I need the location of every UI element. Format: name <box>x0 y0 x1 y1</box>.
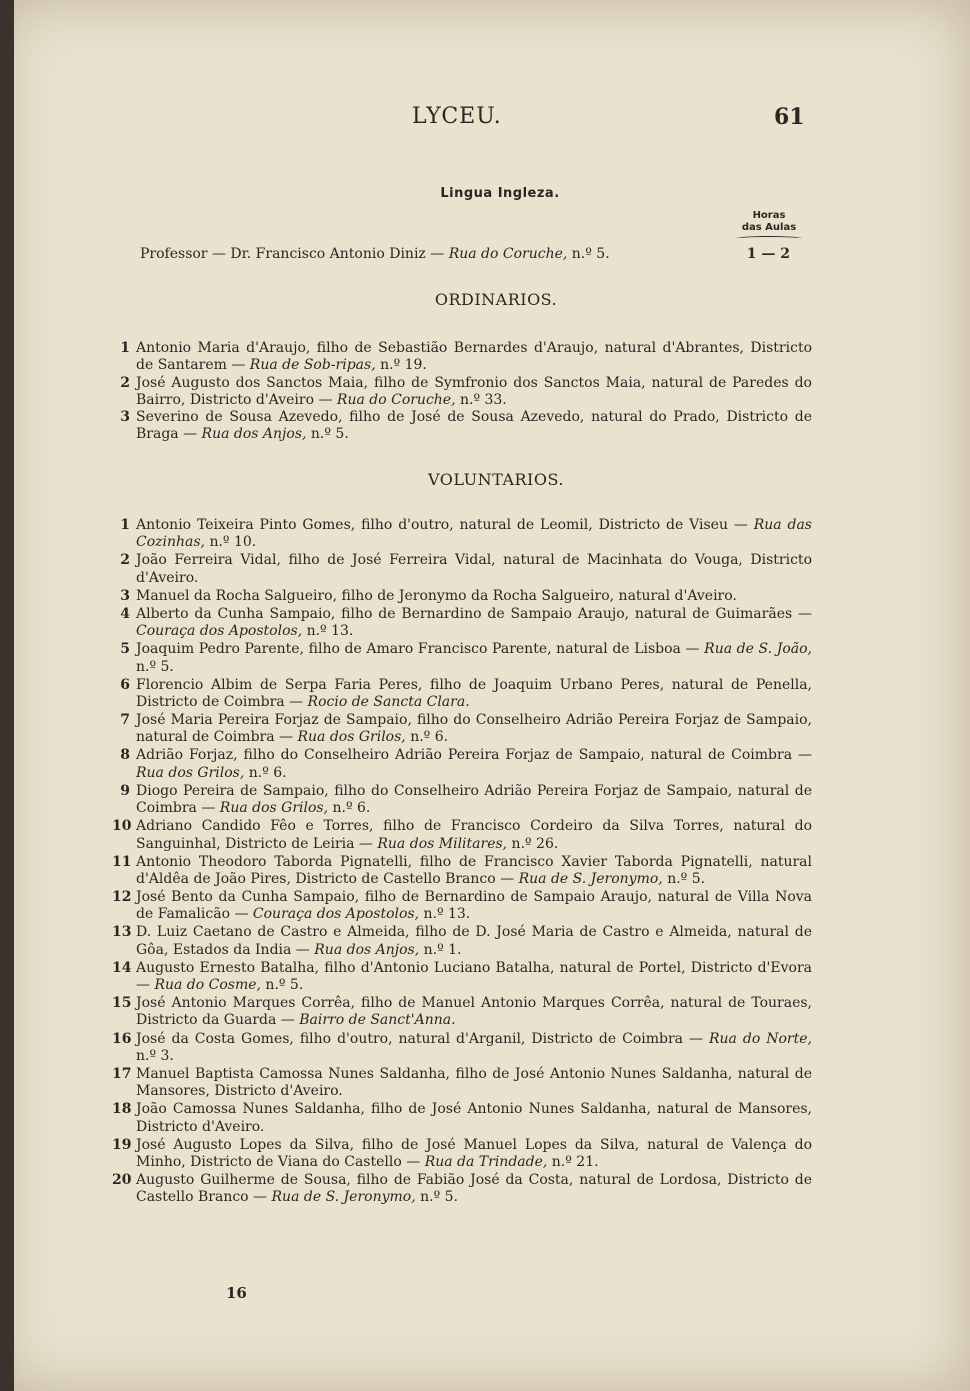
list-item <box>112 641 812 676</box>
entry-number: 3 <box>120 409 130 426</box>
list-item <box>112 783 812 818</box>
entry-number: 5 <box>120 641 130 658</box>
entry-description: D. Luiz Caetano de Castro e Almeida, filho de D. José Maria de Castro e Almeida, natural de Gôa, Estados da India — <box>136 924 812 958</box>
entry-street: Rua da Trindade, <box>424 1154 548 1171</box>
entry-house-number: n.º 13. <box>419 906 471 923</box>
entry-house-number: n.º 21. <box>547 1154 599 1171</box>
ordinarios-list <box>112 340 812 444</box>
list-item <box>112 854 812 889</box>
entry-text <box>136 588 812 605</box>
entry-house-number: n.º 5. <box>415 1189 458 1206</box>
entry-number: 10 <box>112 818 132 835</box>
entry-number: 17 <box>112 1065 132 1082</box>
entry-house-number: n.º 5. <box>260 977 304 994</box>
entry-text <box>136 517 812 552</box>
list-item <box>112 375 812 410</box>
entry-text <box>136 783 812 818</box>
entry-number: 16 <box>112 1030 132 1047</box>
signature-mark: 16 <box>226 1284 247 1302</box>
entry-description: José da Costa Gomes, filho d'outro, natural d'Arganil, Districto de Coimbra — <box>136 1030 709 1047</box>
entry-street: Rua dos Grilos, <box>136 764 245 781</box>
entry-description: Manuel Baptista Camossa Nunes Saldanha, filho de José Antonio Nunes Saldanha, natural de Mansores, Districto d'Aveiro. <box>136 1065 812 1100</box>
entry-house-number: n.º 3. <box>136 1047 174 1064</box>
entry-street: Rua dos Grilos, <box>297 729 406 746</box>
entry-street: Couraça dos Apostolos, <box>252 906 420 923</box>
entry-description: Antonio Theodoro Taborda Pignatelli, filho de Francisco Xavier Taborda Pignatelli, natural d'Aldêa de João Pires, Districto de Castello Branco — <box>136 853 812 887</box>
entry-house-number: n.º 1. <box>419 941 462 958</box>
entry-description: Adriano Candido Fêo e Torres, filho de Francisco Cordeiro da Silva Torres, natural do Sanguinhal, Districto de Leiria — <box>136 818 812 852</box>
page-title: LYCEU. <box>412 104 502 129</box>
entry-street: Rua dos Grilos, <box>219 800 329 817</box>
entry-description: Augusto Ernesto Batalha, filho d'Antonio Luciano Batalha, natural de Portel, Districto d'Evora — <box>136 959 812 994</box>
entry-description: Antonio Teixeira Pinto Gomes, filho d'outro, natural de Leomil, Districto de Viseu — <box>136 517 754 533</box>
professor-line <box>140 246 800 262</box>
entry-street: Couraça dos Apostolos, <box>136 623 303 640</box>
entry-number: 7 <box>120 712 130 729</box>
entry-description: Joaquim Pedro Parente, filho de Amaro Francisco Parente, natural de Lisboa — <box>136 641 705 658</box>
entry-text <box>136 1031 812 1066</box>
entry-text <box>136 340 812 375</box>
entry-description: Florencio Albim de Serpa Faria Peres, filho de Joaquim Urbano Peres, natural de Penella, Districto de Coimbra — <box>136 676 812 710</box>
list-item <box>112 606 812 641</box>
list-item <box>112 517 812 552</box>
hours-label-line2: das Aulas <box>741 222 797 233</box>
subject-title: Lingua Ingleza. <box>440 186 560 201</box>
entry-street: Rua das Cozinhas, <box>136 517 812 551</box>
voluntarios-heading: VOLUNTARIOS. <box>428 470 564 489</box>
list-item <box>112 1137 812 1172</box>
list-item <box>112 1066 812 1101</box>
page-number: 61 <box>774 104 805 130</box>
list-item <box>112 552 812 587</box>
entry-description: João Ferreira Vidal, filho de José Ferreira Vidal, natural de Macinhata do Vouga, Districto d'Aveiro. <box>136 552 812 586</box>
entry-description: José Maria Pereira Forjaz de Sampaio, filho do Conselheiro Adrião Pereira Forjaz de Sampaio, natural de Coimbra — <box>136 712 812 746</box>
entry-description: José Bento da Cunha Sampaio, filho de Bernardino de Sampaio Araujo, natural de Villa Nova de Famalicão — <box>136 889 812 923</box>
entry-house-number: n.º 6. <box>244 764 287 781</box>
entry-house-number: n.º 10. <box>205 534 257 551</box>
list-item <box>112 588 812 605</box>
entry-description: Antonio Maria d'Araujo, filho de Sebastião Bernardes d'Araujo, natural d'Abrantes, Districto de Santarem — <box>136 340 812 374</box>
entry-text <box>136 409 812 444</box>
entry-number: 2 <box>120 552 130 569</box>
entry-street: Rua do Coruche, <box>336 391 456 408</box>
voluntarios-list <box>112 517 812 1208</box>
entry-number: 11 <box>112 853 132 870</box>
ordinarios-heading: ORDINARIOS. <box>434 290 558 309</box>
entry-street: Rua do Cosme, <box>154 977 261 994</box>
entry-house-number: n.º 19. <box>375 357 427 374</box>
entry-text <box>136 1137 812 1172</box>
entry-street: Bairro de Sanct'Anna. <box>299 1012 456 1029</box>
list-item <box>112 960 812 995</box>
entry-number: 9 <box>120 782 130 799</box>
list-item <box>112 995 812 1030</box>
entry-text <box>136 677 812 712</box>
list-item <box>112 1031 812 1066</box>
book-binding-edge <box>0 0 14 1391</box>
entry-number: 1 <box>120 517 130 533</box>
entry-text <box>136 818 812 853</box>
entry-street: Rua do Norte, <box>709 1030 812 1047</box>
entry-description: Adrião Forjaz, filho do Conselheiro Adrião Pereira Forjaz de Sampaio, natural de Coimbra — <box>136 747 812 764</box>
entry-description: Manuel da Rocha Salgueiro, filho de Jeronymo da Rocha Salgueiro, natural d'Aveiro. <box>136 587 737 604</box>
entry-description: José Antonio Marques Corrêa, filho de Manuel Antonio Marques Corrêa, natural de Touraes, Districto da Guarda — <box>136 995 812 1029</box>
entry-description: José Augusto dos Sanctos Maia, filho de Symfronio dos Sanctos Maia, natural de Paredes do Bairro, Districto d'Aveiro — <box>136 374 812 408</box>
entry-house-number: n.º 5. <box>662 870 706 887</box>
entry-text <box>136 712 812 747</box>
entry-text <box>136 375 812 410</box>
list-item <box>112 712 812 747</box>
list-item <box>112 889 812 924</box>
entry-house-number: n.º 33. <box>455 391 507 408</box>
entry-description: Augusto Guilherme de Sousa, filho de Fabião José da Costa, natural de Lordosa, Districto de Castello Branco — <box>136 1172 812 1206</box>
professor-street: Rua do Coruche, <box>448 246 568 262</box>
professor-text: Professor — Dr. Francisco Antonio Diniz — <box>140 246 449 262</box>
entry-number: 12 <box>112 889 132 905</box>
entry-text <box>136 747 812 782</box>
entry-text <box>136 924 812 959</box>
entry-number: 3 <box>120 587 130 604</box>
entry-text <box>136 641 812 676</box>
entry-house-number: n.º 5. <box>306 426 349 443</box>
entry-text <box>136 854 812 889</box>
entry-description: Severino de Sousa Azevedo, filho de José de Sousa Azevedo, natural do Prado, Districto de Braga — <box>136 409 812 443</box>
entry-number: 14 <box>112 959 132 976</box>
professor-hours: 1 — 2 <box>746 246 790 262</box>
entry-house-number: n.º 13. <box>302 623 354 640</box>
list-item <box>112 1101 812 1136</box>
professor-number: n.º 5. <box>567 246 610 262</box>
entry-number: 19 <box>112 1136 132 1153</box>
entry-house-number: n.º 6. <box>405 729 449 746</box>
list-item <box>112 409 812 444</box>
list-item <box>112 747 812 782</box>
hours-column-label <box>736 210 802 241</box>
entry-street: Rua de S. Jeronymo, <box>518 870 663 887</box>
entry-text <box>136 1101 812 1136</box>
entry-text <box>136 552 812 587</box>
entry-text <box>136 1172 812 1207</box>
entry-number: 8 <box>120 747 130 764</box>
hours-label-line1: Horas <box>752 210 786 221</box>
entry-number: 4 <box>120 605 130 622</box>
entry-text <box>136 606 812 641</box>
entry-number: 1 <box>120 340 130 356</box>
entry-description: Diogo Pereira de Sampaio, filho do Conselheiro Adrião Pereira Forjaz de Sampaio, natural de Coimbra — <box>136 782 812 817</box>
entry-description: Alberto da Cunha Sampaio, filho de Bernardino de Sampaio Araujo, natural de Guimarães — <box>136 605 812 622</box>
entry-house-number: n.º 5. <box>136 658 174 675</box>
list-item <box>112 924 812 959</box>
entry-number: 13 <box>112 924 132 941</box>
entry-text <box>136 995 812 1030</box>
entry-number: 15 <box>112 995 132 1012</box>
entry-text <box>136 960 812 995</box>
list-item <box>112 1172 812 1207</box>
entry-street: Rua dos Militares, <box>377 835 508 852</box>
entry-description: José Augusto Lopes da Silva, filho de José Manuel Lopes da Silva, natural de Valença do Minho, Districto de Viana do Castello — <box>136 1136 812 1171</box>
entry-street: Rua dos Anjos, <box>314 941 420 958</box>
list-item <box>112 677 812 712</box>
entry-number: 18 <box>112 1101 132 1118</box>
entry-number: 6 <box>120 676 130 693</box>
entry-description: João Camossa Nunes Saldanha, filho de José Antonio Nunes Saldanha, natural de Mansores, Districto d'Aveiro. <box>136 1101 812 1135</box>
entry-number: 20 <box>112 1172 132 1189</box>
entry-house-number: n.º 6. <box>328 800 371 817</box>
entry-house-number: n.º 26. <box>507 835 559 852</box>
entry-street: Rua de S. Jeronymo, <box>271 1189 416 1206</box>
entry-street: Rocio de Sancta Clara. <box>307 693 470 710</box>
list-item <box>112 818 812 853</box>
list-item <box>112 340 812 375</box>
entry-street: Rua de S. João, <box>704 641 812 658</box>
entry-text <box>136 889 812 924</box>
entry-street: Rua dos Anjos, <box>201 426 307 443</box>
entry-text <box>136 1066 812 1101</box>
brace-icon <box>736 236 802 241</box>
entry-street: Rua de Sob-ripas, <box>249 357 376 374</box>
entry-number: 2 <box>120 374 130 391</box>
